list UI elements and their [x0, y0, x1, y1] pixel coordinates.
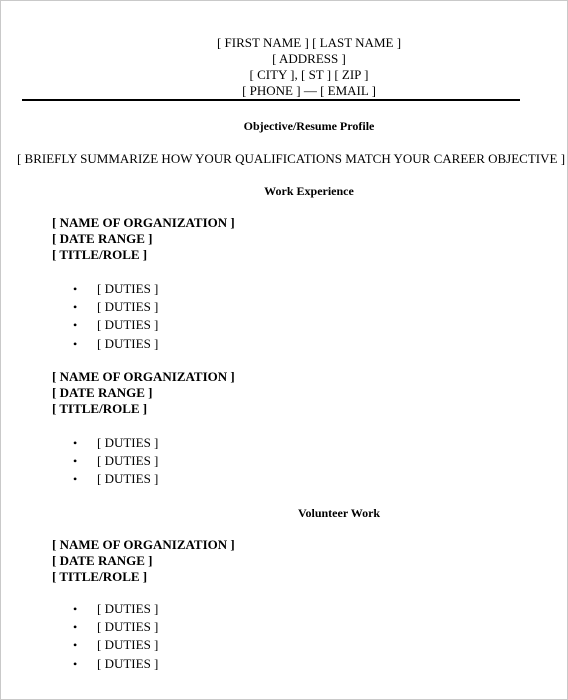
job-organization: [ NAME OF ORGANIZATION ] — [52, 369, 235, 384]
duty-text: [ DUTIES ] — [97, 336, 159, 351]
bullet-icon: • — [73, 318, 78, 332]
bullet-icon: • — [73, 300, 78, 314]
phone-email-line: [ PHONE ] — [ EMAIL ] — [242, 83, 376, 98]
job-organization: [ NAME OF ORGANIZATION ] — [52, 215, 235, 230]
bullet-icon: • — [73, 454, 78, 468]
job-title: [ TITLE/ROLE ] — [52, 247, 148, 262]
duty-list-item — [73, 336, 158, 352]
address-line: [ ADDRESS ] — [272, 51, 346, 66]
duty-list-item — [73, 601, 158, 617]
duty-text: [ DUTIES ] — [97, 471, 159, 486]
bullet-icon: • — [73, 602, 78, 616]
work-experience-heading: Work Experience — [264, 184, 354, 198]
duty-text: [ DUTIES ] — [97, 637, 159, 652]
objective-heading: Objective/Resume Profile — [243, 119, 375, 133]
duty-text: [ DUTIES ] — [97, 619, 159, 634]
duty-list-item — [73, 656, 158, 672]
bullet-icon: • — [73, 337, 78, 351]
duty-list-item — [73, 317, 158, 333]
bullet-icon: • — [73, 436, 78, 450]
duty-text: [ DUTIES ] — [97, 656, 159, 671]
duty-text: [ DUTIES ] — [97, 435, 159, 450]
objective-summary: [ BRIEFLY SUMMARIZE HOW YOUR QUALIFICATIONS MATCH YOUR CAREER OBJECTIVE ] — [16, 151, 566, 166]
bullet-icon: • — [73, 620, 78, 634]
duty-list-item — [73, 435, 158, 451]
job-date-range: [ DATE RANGE ] — [52, 553, 153, 568]
bullet-icon: • — [73, 638, 78, 652]
duty-text: [ DUTIES ] — [97, 299, 159, 314]
duty-list-item — [73, 453, 158, 469]
duty-list-item — [73, 637, 158, 653]
job-date-range: [ DATE RANGE ] — [52, 231, 153, 246]
bullet-icon: • — [73, 472, 78, 486]
duty-list-item — [73, 299, 158, 315]
duty-text: [ DUTIES ] — [97, 281, 159, 296]
volunteer-work-heading: Volunteer Work — [297, 506, 381, 520]
duty-list-item — [73, 619, 158, 635]
duty-text: [ DUTIES ] — [97, 601, 159, 616]
name-line: [ FIRST NAME ] [ LAST NAME ] — [216, 35, 402, 50]
job-organization: [ NAME OF ORGANIZATION ] — [52, 537, 235, 552]
job-title: [ TITLE/ROLE ] — [52, 401, 148, 416]
city-state-zip-line: [ CITY ], [ ST ] [ ZIP ] — [249, 67, 369, 82]
bullet-icon: • — [73, 657, 78, 671]
job-date-range: [ DATE RANGE ] — [52, 385, 153, 400]
duty-text: [ DUTIES ] — [97, 317, 159, 332]
bullet-icon: • — [73, 282, 78, 296]
duty-list-item — [73, 471, 158, 487]
duty-list-item — [73, 281, 158, 297]
job-title: [ TITLE/ROLE ] — [52, 569, 148, 584]
header-divider — [22, 99, 520, 101]
duty-text: [ DUTIES ] — [97, 453, 159, 468]
